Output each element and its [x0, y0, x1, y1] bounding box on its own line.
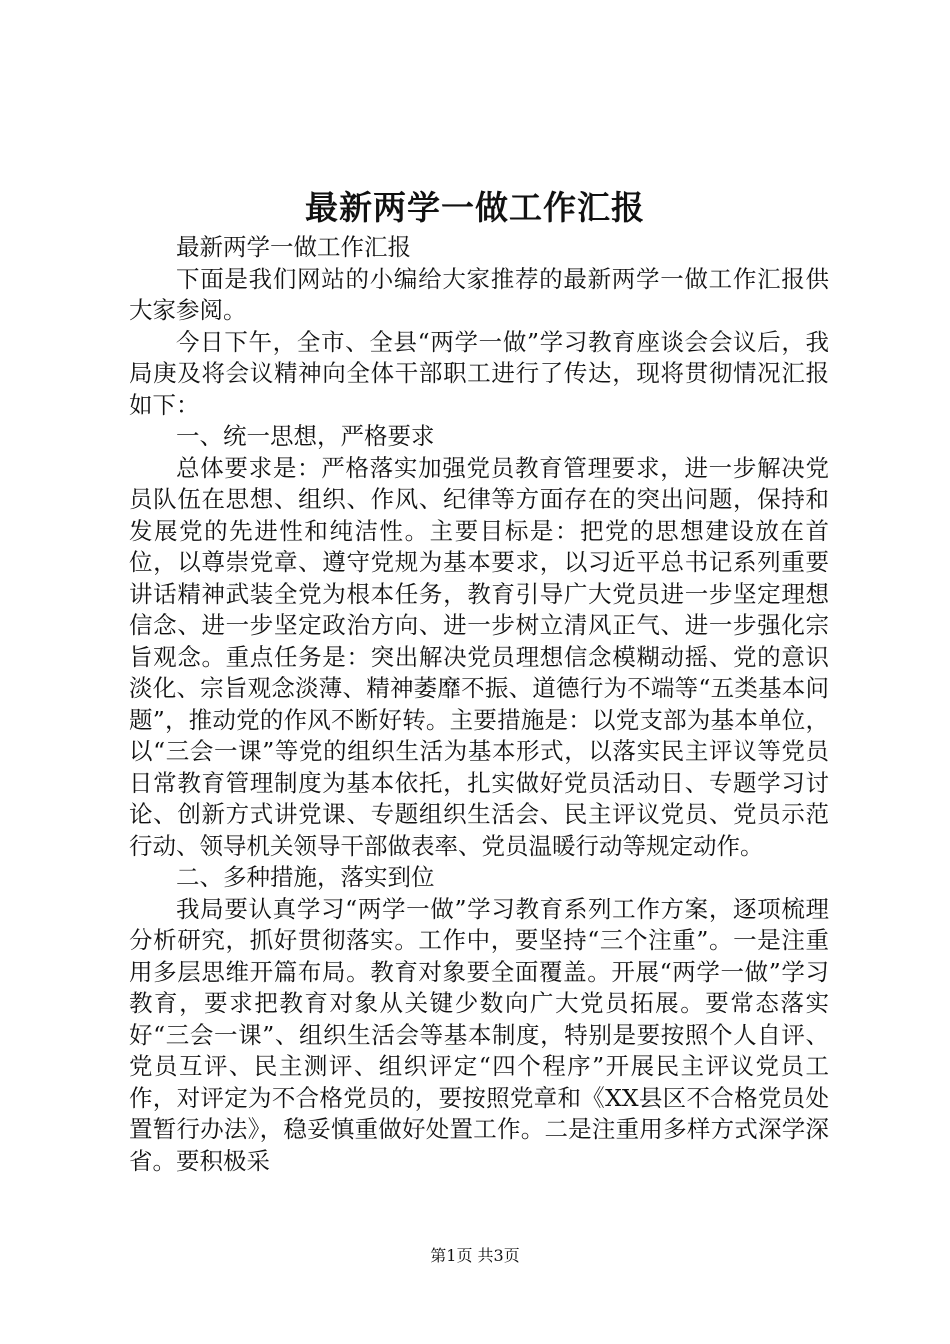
- section-heading-1: 一、统一思想，严格要求: [176, 422, 435, 450]
- document-title: 最新两学一做工作汇报: [305, 188, 645, 227]
- paragraph-heading-repeat: 最新两学一做工作汇报: [176, 233, 411, 261]
- page-number-footer: 第1页 共3页: [430, 1246, 520, 1265]
- section-heading-2: 二、多种措施，落实到位: [176, 863, 435, 891]
- paragraph-requirements: 总体要求是：严格落实加强党员教育管理要求，进一步解决党员队伍在思想、组织、作风、纪律等方面存在的突出问题，保持和发展党的先进性和纯洁性。主要目标是：把党的思想建设放在首位，以尊崇党章、遵守党规为基本要求，以习近平总书记系列重要讲话精神武装全党为根本任务，教育引导广大党员进一步坚定理想信念、进一步坚定政治方向、进一步树立清风正气、进一步强化宗旨观念。重点任务是：突出解决党员理想信念模糊动摇、党的意识淡化、宗旨观念淡薄、精神萎靡不振、道德行为不端等“五类基本问题”，推动党的作风不断好转。主要措施是：以党支部为基本单位，以“三会一课”等党的组织生活为基本形式，以落实民主评议等党员日常教育管理制度为基本依托，扎实做好党员活动日、专题学习讨论、创新方式讲党课、专题组织生活会、民主评议党员、党员示范行动、领导机关领导干部做表率、党员温暖行动等规定动作。: [129, 453, 829, 860]
- paragraph-intro: 下面是我们网站的小编给大家推荐的最新两学一做工作汇报供大家参阅。: [129, 264, 829, 324]
- paragraph-background: 今日下午，全市、全县“两学一做”学习教育座谈会会议后，我局庚及将会议精神向全体干部职工进行了传达，现将贯彻情况汇报如下：: [129, 327, 829, 419]
- document-body: [129, 232, 829, 1177]
- paragraph-measures: 我局要认真学习“两学一做”学习教育系列工作方案，逐项梳理分析研究，抓好贯彻落实。工作中，要坚持“三个注重”。一是注重用多层思维开篇布局。教育对象要全面覆盖。开展“两学一做”学习教育，要求把教育对象从关键少数向广大党员拓展。要常态落实好“三会一课”、组织生活会等基本制度，特别是要按照个人自评、党员互评、民主测评、组织评定“四个程序”开展民主评议党员工作，对评定为不合格党员的，要按照党章和《XX县区不合格党员处置暂行办法》，稳妥慎重做好处置工作。二是注重用多样方式深学深省。要积极采: [129, 894, 829, 1175]
